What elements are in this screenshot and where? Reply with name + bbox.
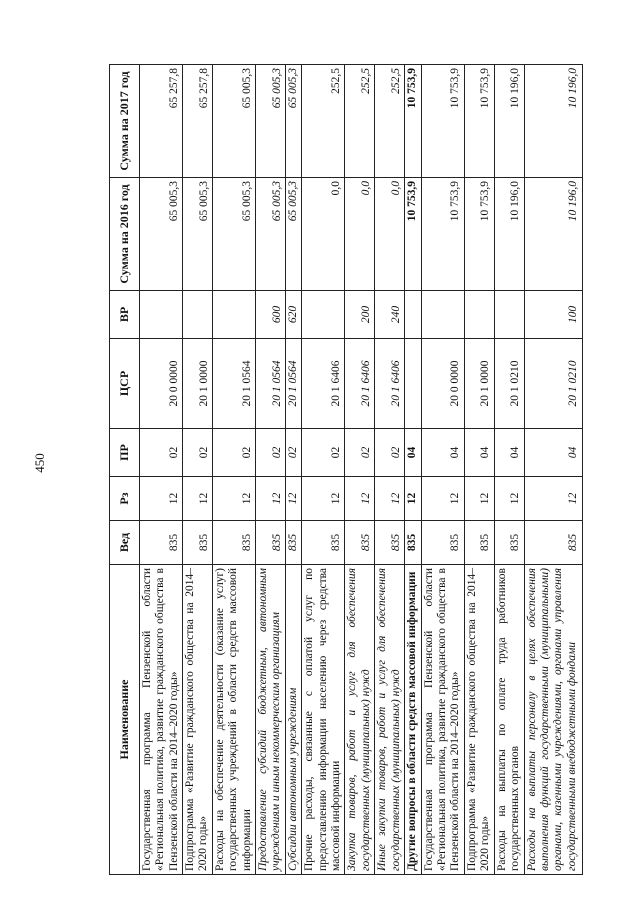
row-ved: 835 [140, 521, 183, 565]
row-sum-2016: 0,0 [375, 178, 405, 291]
row-csr: 20 1 6406 [375, 339, 405, 429]
row-rz: 12 [286, 477, 302, 521]
row-sum-2017: 10 753,9 [405, 65, 421, 178]
row-pr: 04 [464, 429, 494, 477]
table-row [421, 65, 464, 875]
row-sum-2017: 65 257,8 [140, 65, 183, 178]
row-sum-2017: 65 005,3 [286, 65, 302, 178]
row-name: Другие вопросы в области средств массовой информации [405, 565, 421, 875]
row-sum-2016: 65 005,3 [213, 178, 256, 291]
row-sum-2016: 10 753,9 [421, 178, 464, 291]
budget-table [109, 64, 583, 875]
table-body [140, 65, 583, 875]
table-row [524, 65, 582, 875]
row-csr: 20 1 0000 [183, 339, 213, 429]
row-rz: 12 [345, 477, 375, 521]
row-sum-2016: 10 196,0 [524, 178, 582, 291]
row-ved: 835 [421, 521, 464, 565]
header-sum-2016: Сумма на 2016 год [110, 178, 140, 291]
row-name: Расходы на обеспечение деятельности (оказание услуг) государственных учреждений в области средств массовой информации [213, 565, 256, 875]
row-name: Подпрограмма «Развитие гражданского общества на 2014–2020 годы» [464, 565, 494, 875]
row-sum-2016: 10 753,9 [464, 178, 494, 291]
row-pr: 02 [375, 429, 405, 477]
row-sum-2016: 10 753,9 [405, 178, 421, 291]
row-rz: 12 [524, 477, 582, 521]
row-ved: 835 [286, 521, 302, 565]
row-csr [405, 339, 421, 429]
row-vr [405, 291, 421, 339]
table-row [464, 65, 494, 875]
row-ved: 835 [302, 521, 345, 565]
row-ved: 835 [464, 521, 494, 565]
row-ved: 835 [256, 521, 286, 565]
row-rz: 12 [213, 477, 256, 521]
row-name: Предоставление субсидий бюджетным, автономным учреждениям и иным некоммерческим организациям [256, 565, 286, 875]
row-vr: 620 [286, 291, 302, 339]
row-vr [464, 291, 494, 339]
row-sum-2016: 0,0 [345, 178, 375, 291]
row-ved: 835 [405, 521, 421, 565]
row-sum-2017: 10 196,0 [524, 65, 582, 178]
row-rz: 12 [464, 477, 494, 521]
row-pr: 04 [421, 429, 464, 477]
row-vr [183, 291, 213, 339]
row-pr: 02 [256, 429, 286, 477]
header-csr: ЦСР [110, 339, 140, 429]
row-name: Расходы на выплаты по оплате труда работников государственных органов [494, 565, 524, 875]
row-vr: 600 [256, 291, 286, 339]
row-ved: 835 [494, 521, 524, 565]
row-csr: 20 0 0000 [140, 339, 183, 429]
row-ved: 835 [345, 521, 375, 565]
row-csr: 20 1 0564 [213, 339, 256, 429]
row-vr [494, 291, 524, 339]
row-rz: 12 [494, 477, 524, 521]
row-pr: 02 [345, 429, 375, 477]
row-name: Государственная программа Пензенской области «Региональная политика, развитие гражданского общества в Пензенской области на 2014–2020 годы» [421, 565, 464, 875]
row-csr: 20 1 0210 [494, 339, 524, 429]
row-sum-2017: 10 196,0 [494, 65, 524, 178]
row-ved: 835 [183, 521, 213, 565]
row-rz: 12 [140, 477, 183, 521]
table-row [140, 65, 183, 875]
row-pr: 02 [302, 429, 345, 477]
row-vr: 240 [375, 291, 405, 339]
row-sum-2016: 0,0 [302, 178, 345, 291]
header-pr: ПР [110, 429, 140, 477]
row-sum-2017: 252,5 [302, 65, 345, 178]
row-vr [302, 291, 345, 339]
row-name: Закупка товаров, работ и услуг для обеспечения государственных (муниципальных) нужд [345, 565, 375, 875]
table-row [302, 65, 345, 875]
row-name: Расходы на выплаты персоналу в целях обеспечения выполнения функций государственными (муниципальными) органами, казенными учреждениями, органами управления государственными внебюджетными фондами [524, 565, 582, 875]
row-csr: 20 1 6406 [302, 339, 345, 429]
header-ved: Вед [110, 521, 140, 565]
row-pr: 04 [494, 429, 524, 477]
rotated-table-container [109, 65, 580, 875]
row-rz: 12 [302, 477, 345, 521]
row-csr: 20 1 0000 [464, 339, 494, 429]
page-number: 450 [32, 453, 47, 473]
header-name: Наименование [110, 565, 140, 875]
row-pr: 04 [524, 429, 582, 477]
row-rz: 12 [256, 477, 286, 521]
row-rz: 12 [183, 477, 213, 521]
row-csr: 20 0 0000 [421, 339, 464, 429]
row-sum-2017: 65 257,8 [183, 65, 213, 178]
row-sum-2016: 65 005,3 [256, 178, 286, 291]
row-csr: 20 1 0210 [524, 339, 582, 429]
table-row [256, 65, 286, 875]
row-ved: 835 [375, 521, 405, 565]
table-row [183, 65, 213, 875]
row-pr: 02 [213, 429, 256, 477]
table-row [375, 65, 405, 875]
row-name: Прочие расходы, связанные с оплатой услуг по предоставлению информации населению через средства массовой информации [302, 565, 345, 875]
table-row [286, 65, 302, 875]
row-rz: 12 [375, 477, 405, 521]
row-sum-2016: 65 005,3 [183, 178, 213, 291]
row-name: Субсидии автономным учреждениям [286, 565, 302, 875]
row-sum-2017: 65 005,3 [256, 65, 286, 178]
row-rz: 12 [421, 477, 464, 521]
row-ved: 835 [213, 521, 256, 565]
row-pr: 02 [286, 429, 302, 477]
row-csr: 20 1 0564 [256, 339, 286, 429]
table-row [345, 65, 375, 875]
row-sum-2017: 65 005,3 [213, 65, 256, 178]
table-row [405, 65, 421, 875]
table-row [213, 65, 256, 875]
header-vr: ВР [110, 291, 140, 339]
row-vr [140, 291, 183, 339]
row-pr: 02 [140, 429, 183, 477]
row-pr: 02 [183, 429, 213, 477]
table-header-row [110, 65, 140, 875]
row-rz: 12 [405, 477, 421, 521]
row-sum-2017: 252,5 [375, 65, 405, 178]
row-name: Иные закупки товаров, работ и услуг для обеспечения государственных (муниципальных) нужд [375, 565, 405, 875]
header-sum-2017: Сумма на 2017 год [110, 65, 140, 178]
row-sum-2017: 10 753,9 [421, 65, 464, 178]
row-name: Подпрограмма «Развитие гражданского общества на 2014–2020 годы» [183, 565, 213, 875]
row-sum-2016: 65 005,3 [286, 178, 302, 291]
row-sum-2017: 10 753,9 [464, 65, 494, 178]
row-sum-2017: 252,5 [345, 65, 375, 178]
table-row [494, 65, 524, 875]
row-vr: 100 [524, 291, 582, 339]
row-csr: 20 1 6406 [345, 339, 375, 429]
row-sum-2016: 10 196,0 [494, 178, 524, 291]
row-ved: 835 [524, 521, 582, 565]
row-name: Государственная программа Пензенской области «Региональная политика, развитие гражданского общества в Пензенской области на 2014–2020 годы» [140, 565, 183, 875]
row-vr: 200 [345, 291, 375, 339]
row-sum-2016: 65 005,3 [140, 178, 183, 291]
header-rz: Рз [110, 477, 140, 521]
row-csr: 20 1 0564 [286, 339, 302, 429]
row-vr [213, 291, 256, 339]
row-pr: 04 [405, 429, 421, 477]
row-vr [421, 291, 464, 339]
